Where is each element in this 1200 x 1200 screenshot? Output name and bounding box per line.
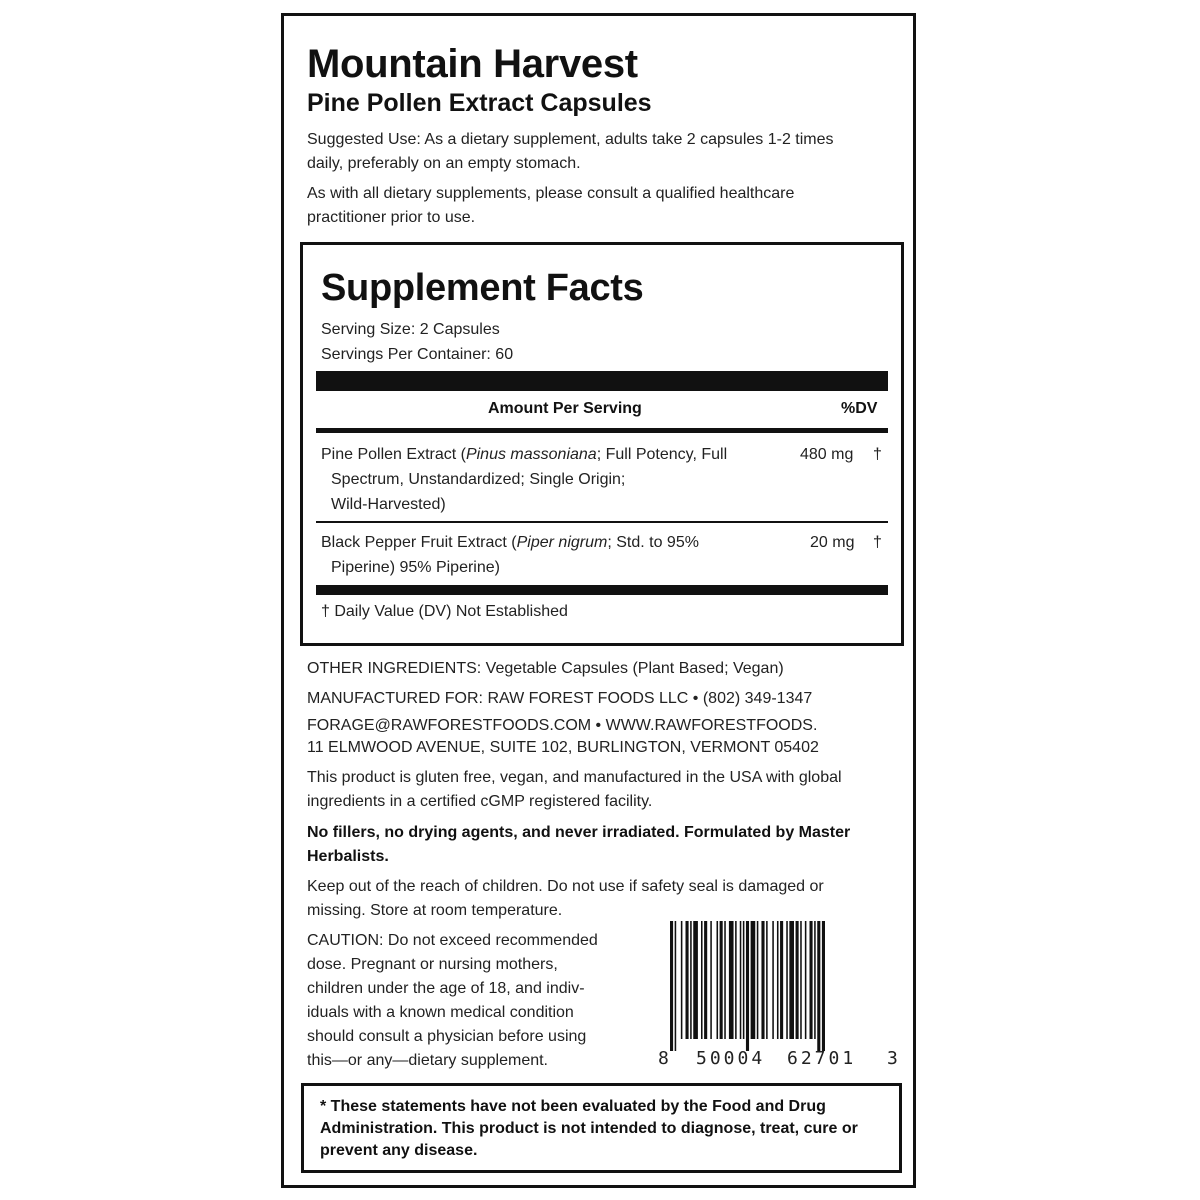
no-fillers-note: No fillers, no drying agents, and never irradiated. Formulated by Master Herbalists. <box>307 824 851 865</box>
ingredient-latin-name: Piper nigrum <box>516 534 608 551</box>
barcode-bar <box>761 921 764 1039</box>
barcode-bar <box>735 921 737 1039</box>
barcode-digits-group1: 50004 <box>696 1048 766 1069</box>
caution-line: dose. Pregnant or nursing mothers, <box>307 956 558 973</box>
upc-barcode <box>670 921 882 1051</box>
barcode-bar <box>757 921 759 1039</box>
barcode-bar <box>751 921 756 1039</box>
ingredient-name-suffix: ; Full Potency, Full <box>596 446 728 463</box>
barcode-bar <box>720 921 723 1039</box>
barcode-bar <box>686 921 689 1039</box>
keep-out-note: Keep out of the reach of children. Do not use if safety seal is damaged or missing. Store at room temperature. <box>307 878 824 919</box>
brand-title: Mountain Harvest <box>307 42 638 86</box>
ingredient-detail: Wild-Harvested) <box>331 496 446 513</box>
consult-note: As with all dietary supplements, please consult a qualified healthcare practitioner prior to use. <box>307 185 795 226</box>
barcode-bar <box>817 921 820 1051</box>
caution-line: CAUTION: Do not exceed recommended <box>307 932 598 949</box>
ingredient-row-black-pepper <box>321 530 781 580</box>
barcode-bar <box>772 921 774 1039</box>
barcode-bar <box>822 921 825 1051</box>
manufactured-for: MANUFACTURED FOR: RAW FOREST FOODS LLC • (802) 349-1347 <box>307 690 813 707</box>
barcode-bar <box>704 921 707 1039</box>
ingredient-detail: Piperine) 95% Piperine) <box>331 559 500 576</box>
barcode-bar <box>810 921 813 1039</box>
barcode-bar <box>800 921 802 1039</box>
ingredient-name-suffix: ; Std. to 95% <box>607 534 699 551</box>
supplement-facts-panel <box>300 242 904 646</box>
amount-per-serving-header: Amount Per Serving <box>488 400 642 417</box>
gluten-free-note: This product is gluten free, vegan, and manufactured in the USA with global ingredients in a certified cGMP registered facility. <box>307 769 842 810</box>
thick-divider-top <box>316 371 888 391</box>
ingredient-dv: † <box>873 534 882 551</box>
ingredient-detail: Spectrum, Unstandardized; Single Origin; <box>331 471 626 488</box>
thin-divider <box>316 521 888 523</box>
barcode-bar <box>786 921 788 1039</box>
medium-divider <box>316 428 888 433</box>
suggested-use: Suggested Use: As a dietary supplement, adults take 2 capsules 1-2 times daily, preferably on an empty stomach. <box>307 131 834 172</box>
barcode-bar <box>717 921 719 1039</box>
barcode-bar <box>746 921 749 1051</box>
thick-divider-bottom <box>316 585 888 595</box>
barcode-bar <box>701 921 703 1039</box>
barcode-bar <box>814 921 816 1039</box>
ingredient-name: Black Pepper Fruit Extract ( <box>321 534 517 551</box>
ingredient-dv: † <box>873 446 882 463</box>
ingredient-row-pine-pollen <box>321 442 781 517</box>
ingredient-latin-name: Pinus massoniana <box>465 446 597 463</box>
barcode-bar <box>766 921 768 1039</box>
dv-footnote: † Daily Value (DV) Not Established <box>321 603 568 620</box>
barcode-bar <box>690 921 692 1039</box>
supplement-label <box>281 13 916 1188</box>
barcode-bar <box>740 921 742 1039</box>
ingredient-amount: 480 mg <box>800 446 854 463</box>
barcode-bar <box>681 921 683 1039</box>
barcode-bar <box>670 921 673 1051</box>
other-ingredients: OTHER INGREDIENTS: Vegetable Capsules (Plant Based; Vegan) <box>307 660 784 677</box>
barcode-bar <box>796 921 799 1039</box>
barcode-digit-left: 8 <box>658 1048 669 1069</box>
fda-disclaimer-box <box>301 1083 902 1173</box>
barcode-bar <box>743 921 745 1039</box>
caution-line: should consult a physician before using <box>307 1028 587 1045</box>
barcode-digits-group2: 62701 <box>787 1048 857 1069</box>
contact-info: FORAGE@RAWFORESTFOODS.COM • WWW.RAWFORESTFOODS. <box>307 717 818 734</box>
caution-block <box>307 929 647 1073</box>
fda-disclaimer: * These statements have not been evaluated by the Food and Drug Administration. This product is not intended to diagnose, treat, cure or prevent any disease. <box>320 1098 858 1159</box>
barcode-bar <box>780 921 783 1039</box>
servings-per-container: Servings Per Container: 60 <box>321 346 514 363</box>
barcode-bar <box>805 921 807 1039</box>
barcode-bar <box>729 921 734 1039</box>
barcode-bar <box>789 921 794 1039</box>
ingredient-amount: 20 mg <box>810 534 855 551</box>
ingredient-name: Pine Pollen Extract ( <box>321 446 466 463</box>
barcode-bar <box>724 921 726 1039</box>
barcode-bar <box>710 921 712 1039</box>
caution-line: children under the age of 18, and indiv- <box>307 980 585 997</box>
serving-size: Serving Size: 2 Capsules <box>321 321 500 338</box>
caution-line: iduals with a known medical condition <box>307 1004 574 1021</box>
barcode-bar <box>693 921 698 1039</box>
barcode-digit-right: 3 <box>887 1048 898 1069</box>
dv-header: %DV <box>841 400 878 417</box>
barcode-bar <box>777 921 779 1039</box>
caution-line: this—or any—dietary supplement. <box>307 1052 548 1069</box>
facts-title: Supplement Facts <box>321 267 644 309</box>
product-subtitle: Pine Pollen Extract Capsules <box>307 89 652 117</box>
barcode-bar <box>675 921 677 1051</box>
address: 11 ELMWOOD AVENUE, SUITE 102, BURLINGTON, VERMONT 05402 <box>307 739 819 756</box>
